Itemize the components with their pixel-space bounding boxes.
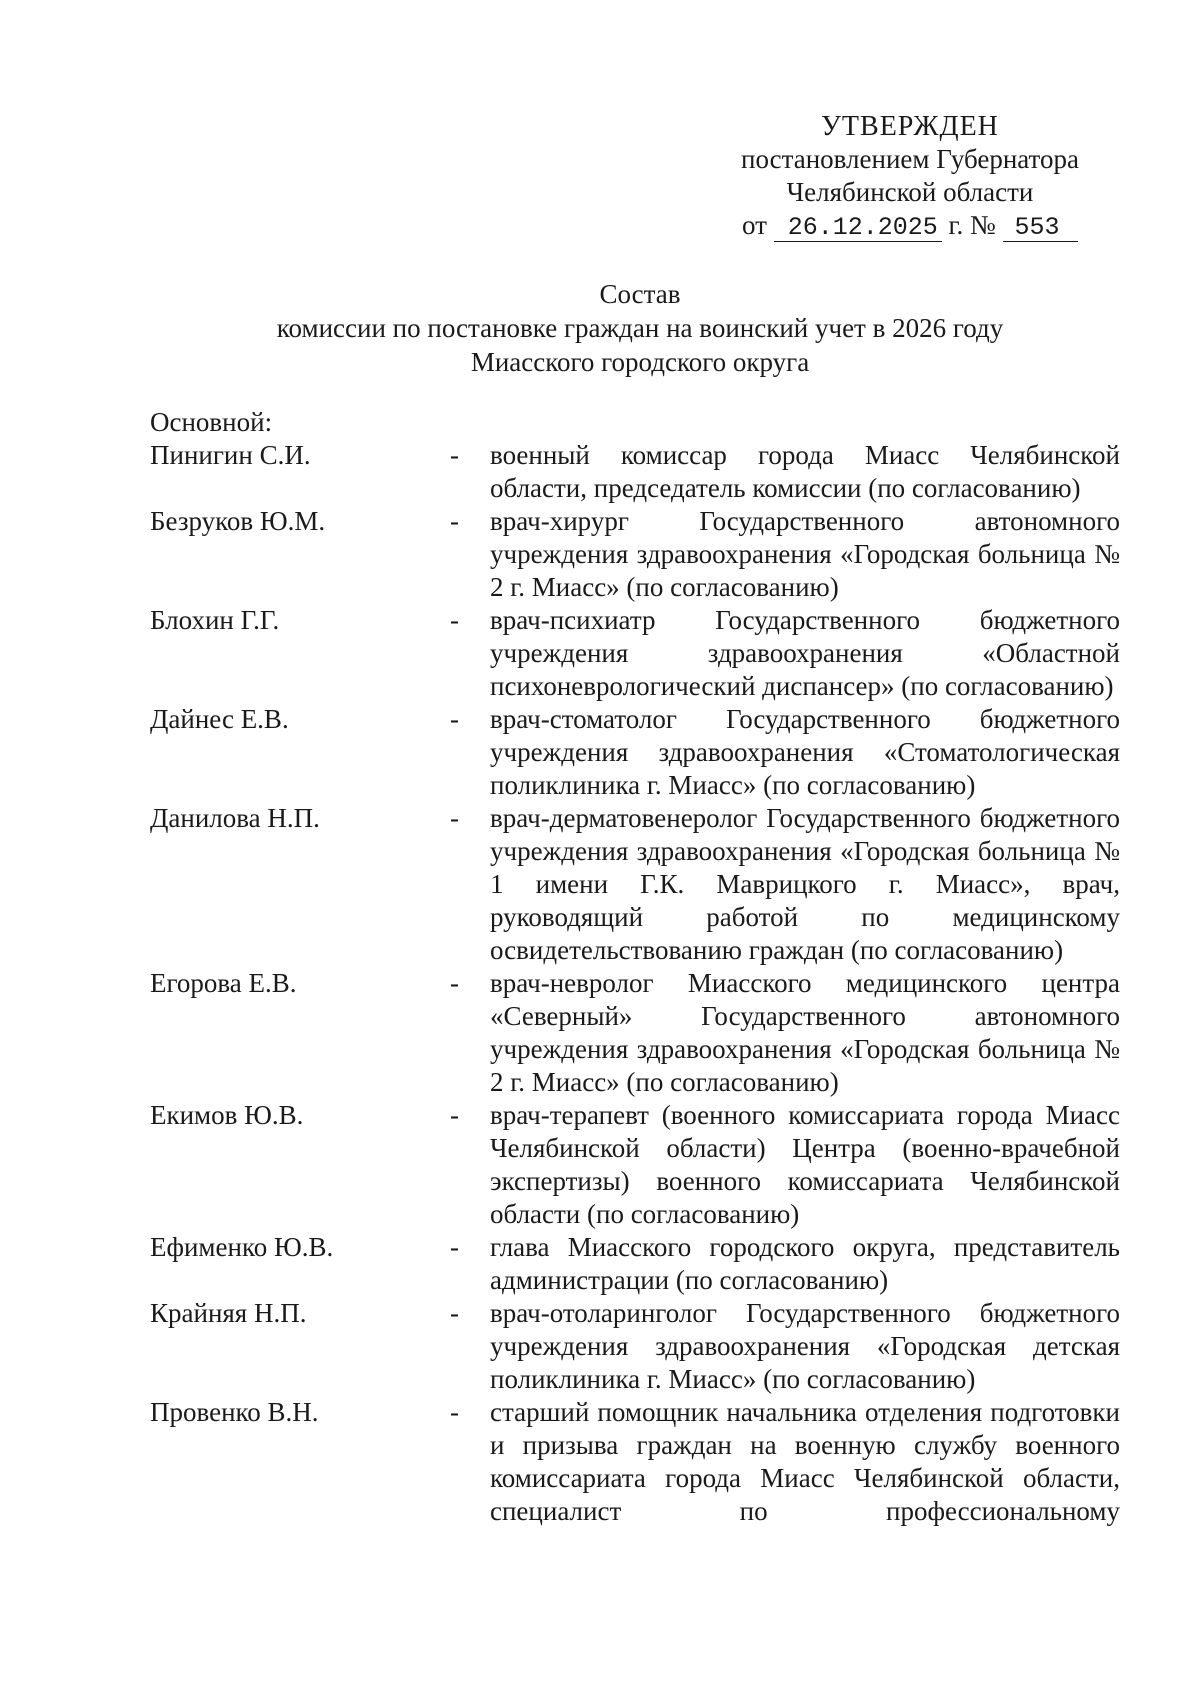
dash: - xyxy=(450,1298,459,1328)
member-name: Провенко В.Н. xyxy=(150,1397,319,1427)
dash: - xyxy=(450,704,459,734)
decree-number: 553 xyxy=(1003,215,1078,242)
date-prefix: от xyxy=(742,210,767,240)
dash: - xyxy=(450,803,459,833)
member-role: врач-хирург Государственного автономного учреждения здравоохранения «Городская больница № 2 г. Миасс» (по согласованию) xyxy=(490,506,1120,602)
member-name: Блохин Г.Г. xyxy=(150,605,280,635)
approval-line-1: постановлением Губернатора xyxy=(741,144,1079,174)
member-name: Пинигин С.И. xyxy=(150,440,311,470)
member-row xyxy=(150,1231,1120,1297)
approval-title: УТВЕРЖДЕН xyxy=(821,111,999,142)
document-heading xyxy=(150,277,1130,379)
dash: - xyxy=(450,506,459,536)
decree-number-label: г. № xyxy=(948,210,996,240)
member-row xyxy=(150,967,1120,1099)
member-name: Безруков Ю.М. xyxy=(150,506,326,536)
commission-roster xyxy=(150,406,1120,1528)
member-row xyxy=(150,604,1120,703)
heading-line-2: Миасского городского округа xyxy=(470,347,810,377)
member-name: Данилова Н.П. xyxy=(150,803,320,833)
member-name: Крайняя Н.П. xyxy=(150,1298,307,1328)
member-role: врач-отоларинголог Государственного бюджетного учреждения здравоохранения «Городская детская поликлиника г. Миасс» (по согласованию) xyxy=(490,1298,1120,1394)
member-row xyxy=(150,1099,1120,1231)
dash: - xyxy=(450,968,459,998)
member-name: Екимов Ю.В. xyxy=(150,1100,304,1130)
member-row xyxy=(150,439,1120,505)
member-row xyxy=(150,703,1120,802)
dash: - xyxy=(450,1100,459,1130)
heading-line-1: комиссии по постановке граждан на воинский учет в 2026 году xyxy=(276,313,1004,343)
member-name: Ефименко Ю.В. xyxy=(150,1232,334,1262)
member-role: врач-психиатр Государственного бюджетного учреждения здравоохранения «Областной психоневрологический диспансер» (по согласованию) xyxy=(490,605,1120,701)
member-role: глава Миасского городского округа, представитель администрации (по согласованию) xyxy=(490,1232,1120,1295)
member-role: врач-стоматолог Государственного бюджетного учреждения здравоохранения «Стоматологическая поликлиника г. Миасс» (по согласованию) xyxy=(490,704,1120,800)
dash: - xyxy=(450,1232,459,1262)
dash: - xyxy=(450,440,459,470)
group-label: Основной: xyxy=(150,407,273,437)
member-row xyxy=(150,1396,1120,1528)
approval-block xyxy=(700,110,1120,242)
decree-date: 26.12.2025 xyxy=(774,215,942,242)
member-name: Егорова Е.В. xyxy=(150,968,297,998)
member-role: врач-терапевт (военного комиссариата города Миасс Челябинской области) Центра (военно-врачебной экспертизы) военного комиссариата Челябинской области (по согласованию) xyxy=(490,1100,1120,1229)
dash: - xyxy=(450,605,459,635)
member-row xyxy=(150,802,1120,967)
member-row xyxy=(150,505,1120,604)
member-role: врач-невролог Миасского медицинского центра «Северный» Государственного автономного учреждения здравоохранения «Городская больница № 2 г. Миасс» (по согласованию) xyxy=(490,968,1120,1097)
member-role: врач-дерматовенеролог Государственного бюджетного учреждения здравоохранения «Городская больница № 1 имени Г.К. Маврицкого г. Миасс», врач, руководящий работой по медицинскому освидетельствованию граждан (по согласованию) xyxy=(490,803,1120,965)
member-row xyxy=(150,1297,1120,1396)
member-role: старший помощник начальника отделения подготовки и призыва граждан на военную службу военного комиссариата города Миасс Челябинской области, специалист по профессиональному xyxy=(490,1397,1120,1526)
heading-title: Состав xyxy=(599,279,681,309)
dash: - xyxy=(450,1397,459,1427)
member-role: военный комиссар города Миасс Челябинской области, председатель комиссии (по согласованию) xyxy=(490,440,1120,503)
member-name: Дайнес Е.В. xyxy=(150,704,289,734)
approval-line-2: Челябинской области xyxy=(786,177,1034,207)
approval-date-line xyxy=(700,209,1120,242)
